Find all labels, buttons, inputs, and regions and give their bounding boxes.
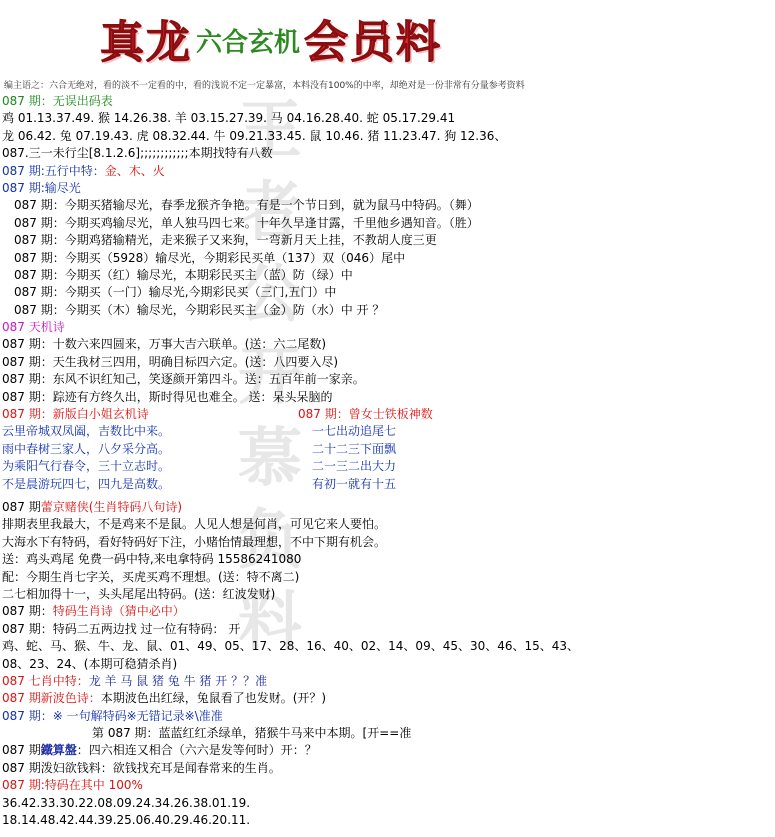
poem-line: 雨中春树三家人，八夕采分高。 xyxy=(2,441,171,456)
text-line: 配：今期生肖七字关，买虎买鸡不理想。(送：特不离二) xyxy=(2,569,300,584)
section-label: 087 期:五行中特： xyxy=(2,163,105,178)
text-line: 087 期：踪迹有方终久出，斯时得见也难全。 送：呆头呆脑的 xyxy=(2,389,333,404)
section-label: 087 期 xyxy=(2,743,41,758)
two-section-title-row xyxy=(2,406,772,423)
poem-columns xyxy=(2,423,772,493)
section-label: 087 七肖中特： xyxy=(2,673,89,688)
highlight-text: 金、木、火 xyxy=(104,163,165,178)
code-table-row: 鸡 01.13.37.49. 猴 14.26.38. 羊 03.15.27.39. 马 04.16.28.40. 蛇 05.17.29.41 xyxy=(2,111,456,126)
section-title-one-sentence: 087 期：※ 一句解特码※无错记录※\准准 xyxy=(2,708,223,723)
text-line: ：四六相连又相合（六六是发等何时）开：？ xyxy=(76,743,317,758)
watermark-char: 料 xyxy=(238,585,302,660)
poem-line: 二一三二出大力 xyxy=(312,459,397,474)
wave-color-line xyxy=(2,690,772,707)
text-line: 二七相加得十一，头头尾尾出特码。(送：红波发财) xyxy=(2,586,276,601)
text-line: 087 期：今期买（一门）输尽光,今期彩民买（三门,五门）中 xyxy=(14,285,337,300)
disclaimer-text: 编主语之：六合无绝对，看的淡不一定看的中，看的浅说不定一定暴富，本料没有100%的中率，却绝对是一份非常有分量参考资料 xyxy=(4,81,525,91)
number-line: 18.14.48.42.44.39.25.06.40.29.46.20.11. xyxy=(2,813,251,828)
section-title-code-table: 087 期：无误出码表 xyxy=(2,94,113,108)
seven-zodiac-line xyxy=(2,673,772,690)
section-title-zodiac: 特码生肖诗（猜中必中） xyxy=(52,604,185,619)
text-line: 08、23、24、(本期可稳猜杀肖) xyxy=(2,656,178,671)
zodiac-picks: 龙 羊 马 鼠 猪 兔 牛 猪 开 ？？准 xyxy=(88,673,268,688)
section-title-white-miss: 087 期：新版白小姐玄机诗 xyxy=(2,407,149,422)
text-line: 087 期：今期买猪输尽光，春季龙猴齐争艳。有是一个节日到，就为鼠马中特码。（舞） xyxy=(14,198,479,213)
text-line: 鸡、蛇、马、猴、牛、龙、鼠、01、49、05、17、28、16、40、02、14、09、45、30、46、15、43、 xyxy=(2,639,580,654)
logo-title-right: 会员料 xyxy=(304,17,443,68)
text-line: 087 期：十数六来四圆来，万事大吉六联单。(送：六二尾数) xyxy=(2,337,327,352)
watermark-char: 王 xyxy=(238,93,302,168)
text-line: 087 期：东风不识红知己，笑逐颜开第四斗。送：五百年前一家亲。 xyxy=(2,372,365,387)
poem-line: 为乘阳气行春令，三十立志时。 xyxy=(2,459,171,474)
text-line: 087 期：特码二五两边找 过一位有特码： 开 xyxy=(2,621,241,636)
logo-title-left: 真龙 xyxy=(100,17,192,68)
section-title-gambler: 蕾京赌侠(生肖特码八句诗) xyxy=(40,500,183,515)
text-line: 本期波色出红绿，兔鼠看了也发财。(开？) xyxy=(100,691,327,706)
text-line: 排期表里我最大，不是鸡来不是鼠。人见人想是何肖，可见它来人要怕。 xyxy=(2,517,387,532)
text-line: 087 期：今期买（红）输尽光，本期彩民买主（蓝）防（绿）中 xyxy=(14,267,353,282)
poem-line: 不是晨游玩四七，四九是高数。 xyxy=(2,476,171,491)
section-title-tianji: 087 天机诗 xyxy=(2,320,65,335)
section-title-iron-plate: 087 期：曾女士铁板神数 xyxy=(298,407,433,422)
text-line: 087 期：今期鸡猪输精光，走来猴子又来狗，一弯新月天上挂，不教胡人度三更 xyxy=(14,233,437,248)
poem-line: 一七出动追尾七 xyxy=(312,424,397,439)
section-label: 087 期新波色诗： xyxy=(2,691,101,706)
poem-line: 二十二三下面飘 xyxy=(312,441,397,456)
abacus-line xyxy=(2,742,772,759)
header-banner xyxy=(0,0,775,91)
section-label: 087 期 xyxy=(2,500,41,515)
five-elements-line xyxy=(2,163,772,180)
text-line: 087 期：今期买（木）输尽光，今期彩民买主（金）防（水）中 开 ？ xyxy=(14,302,385,317)
number-line: 36.42.33.30.22.08.09.24.34.26.38.01.19. xyxy=(2,795,251,810)
watermark-char: 公 xyxy=(238,257,302,332)
watermark-char: 负 xyxy=(238,503,302,578)
poem-line: 云里帝城双凤阖，吉数比中来。 xyxy=(2,424,171,439)
section-title-gambler-line xyxy=(2,499,772,516)
text-line: 087 期：天生我材三四用，明确目标四六定。(送：八四要入尽) xyxy=(2,354,339,369)
watermark-char: 慕 xyxy=(238,421,302,496)
code-table-row: 龙 06.42. 兔 07.19.43. 虎 08.32.44. 牛 09.21.33.45. 鼠 10.46. 猪 11.23.47. 狗 12.36、 xyxy=(2,128,507,143)
poem-left xyxy=(2,423,302,493)
logo-title-mid: 六合玄机 xyxy=(196,28,301,58)
watermark-char: 开 xyxy=(238,339,302,414)
section-title-zodiac-line xyxy=(2,603,772,620)
text-line: 送：鸡头鸡尾 免费一码中特,来电拿特码 15586241080 xyxy=(2,552,302,567)
text-line: 087 期：今期买鸡输尽光，单人独马四七来。十年久旱逢甘露，千里他乡遇知音。（胜） xyxy=(14,215,479,230)
poem-right xyxy=(312,423,612,493)
text-line: 大海水下有特码，看好特码好下注，小赌怡情最理想，不中下期有机会。 xyxy=(2,534,387,549)
site-logo xyxy=(100,6,442,70)
text-line: 087 期：今期买（5928）输尽光，今期彩民买单（137）双（046）尾中 xyxy=(14,250,406,265)
section-title-special-code: 087 期:特码在其中 100% xyxy=(2,778,143,793)
text-line: 087.三一未行尘[8.1.2.6];;;;;;;;;;;;本期找特有八数 xyxy=(2,146,273,161)
text-line: 第 087 期：蓝蓝红红杀绿单，猪猴牛马来中本期。[开==准 xyxy=(92,726,412,741)
watermark-char: 者 xyxy=(238,175,302,250)
section-title-lose-all: 087 期:输尽光 xyxy=(2,180,81,195)
main-content xyxy=(2,93,772,829)
text-line: 087 期泼妇欲钱料：欲钱找充耳是闻春常来的生肖。 xyxy=(2,760,281,775)
poem-line: 有初一就有十五 xyxy=(312,476,397,491)
abacus-title: 鐵算盤 xyxy=(40,743,77,758)
section-label: 087 期： xyxy=(2,604,53,619)
